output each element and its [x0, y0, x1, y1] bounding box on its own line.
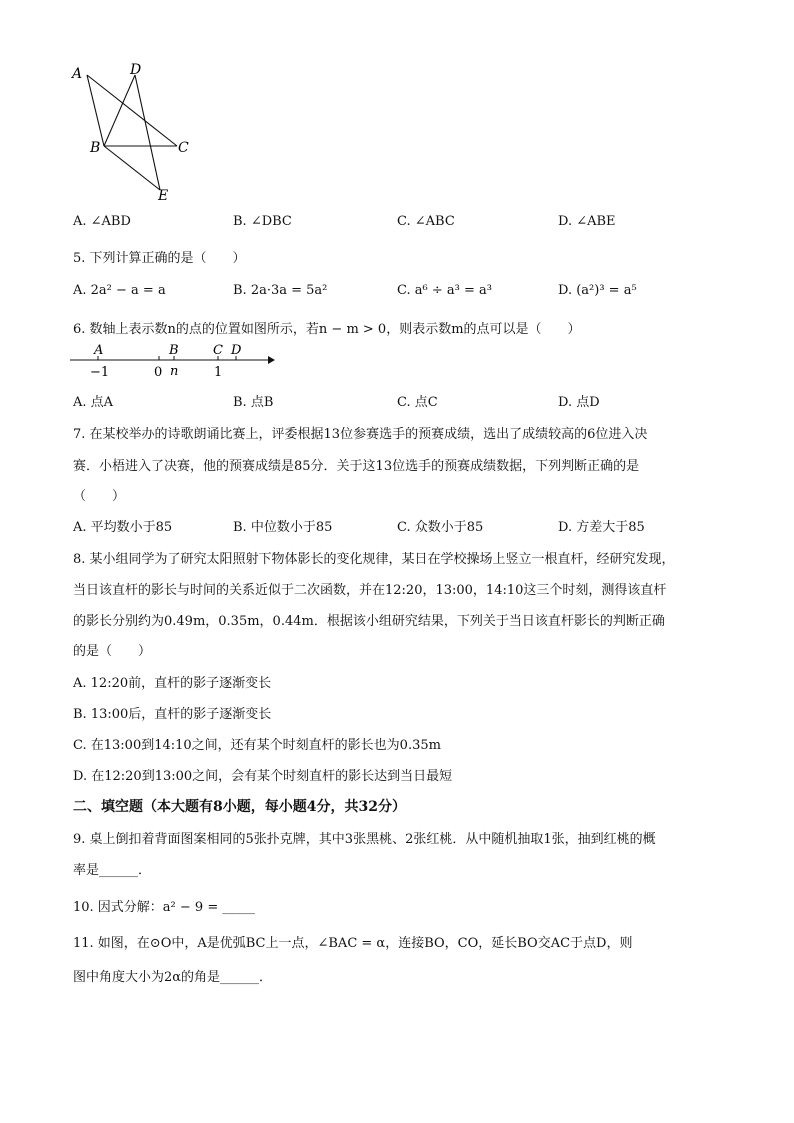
q11-line-1: 11. 如图，在⊙O中，A是优弧BC上一点，∠BAC = α，连接BO，CO，延长BO交AC于点D，则: [73, 936, 633, 951]
point-label-b: B: [169, 343, 179, 358]
q9-line-1: 9. 桌上倒扣着背面图案相同的5张扑克牌，其中3张黑桃、2张红桃．从中随机抽取1张，抽到红桃的概: [73, 832, 656, 847]
q8-option-c: C. 在13:00到14:10之间，还有某个时刻直杆的影长也为0.35m: [73, 738, 441, 753]
q8-line-1: 8. 某小组同学为了研究太阳照射下物体影长的变化规律，某日在学校操场上竖立一根直杆，经研究发现，: [73, 552, 675, 567]
q5-option-b: B. 2a·3a = 5a²: [233, 283, 328, 298]
segment-ac: [87, 75, 177, 146]
triangle-figure: [60, 58, 210, 203]
q4-option-d: D. ∠ABE: [558, 214, 616, 229]
q4-option-a: A. ∠ABD: [73, 214, 131, 229]
segment-bd: [104, 75, 135, 146]
q7-line-3: （ ）: [73, 489, 126, 504]
q7-option-a: A. 平均数小于85: [73, 520, 173, 535]
q6-option-a: A. 点A: [73, 395, 114, 410]
point-label-d: D: [231, 343, 242, 358]
q6-option-b: B. 点B: [233, 395, 274, 410]
q4-option-c: C. ∠ABC: [397, 214, 455, 229]
tick-label-one: 1: [214, 365, 223, 380]
q7-option-c: C. 众数小于85: [397, 520, 484, 535]
tick-label-minus-one: −1: [90, 365, 110, 380]
q11-line-2: 图中角度大小为2α的角是______．: [73, 970, 273, 985]
tick-label-n: n: [170, 364, 179, 379]
number-line-figure: [68, 340, 278, 380]
q5-option-d: D. (a²)³ = a⁵: [558, 283, 637, 298]
q8-line-2: 当日该直杆的影长与时间的关系近似于二次函数，并在12:20，13:00，14:10这三个时刻，测得该直杆: [73, 583, 667, 598]
q6-option-d: D. 点D: [558, 395, 600, 410]
q7-option-b: B. 中位数小于85: [233, 520, 333, 535]
point-label-c: C: [213, 343, 223, 358]
q10-line-1: 10. 因式分解：a² − 9 = _____: [73, 900, 255, 915]
segment-ab: [87, 75, 104, 146]
q8-line-4: 的是（ ）: [73, 644, 152, 659]
q5-option-a: A. 2a² − a = a: [73, 283, 166, 298]
tick-label-zero: 0: [154, 365, 163, 380]
label-a: A: [72, 66, 83, 82]
q7-line-2: 赛．小梧进入了决赛，他的预赛成绩是85分．关于这13位选手的预赛成绩数据，下列判断正确的是: [73, 459, 640, 474]
q7-option-d: D. 方差大于85: [558, 520, 645, 535]
q5-option-c: C. a⁶ ÷ a³ = a³: [397, 283, 492, 298]
q8-option-b: B. 13:00后，直杆的影子逐渐变长: [73, 707, 272, 722]
q6-stem: 6. 数轴上表示数n的点的位置如图所示，若n − m > 0，则表示数m的点可以是（ ）: [73, 322, 581, 337]
label-c: C: [178, 140, 189, 156]
q9-line-2: 率是______．: [73, 863, 152, 878]
q8-line-3: 的影长分别约为0.49m，0.35m，0.44m．根据该小组研究结果，下列关于当日该直杆影长的判断正确: [73, 614, 665, 629]
q6-option-c: C. 点C: [397, 395, 438, 410]
q4-option-b: B. ∠DBC: [233, 214, 292, 229]
q5-stem: 5. 下列计算正确的是（ ）: [73, 251, 246, 266]
q8-option-d: D. 在12:20到13:00之间，会有某个时刻直杆的影长达到当日最短: [73, 769, 453, 784]
q7-line-1: 7. 在某校举办的诗歌朗诵比赛上，评委根据13位参赛选手的预赛成绩，选出了成绩较高的6位进入决: [73, 427, 648, 442]
label-b: B: [90, 140, 101, 156]
section-2-heading: 二、填空题（本大题有8小题，每小题4分，共32分）: [73, 799, 406, 815]
axis-arrow-icon: [268, 356, 275, 364]
q8-option-a: A. 12:20前，直杆的影子逐渐变长: [73, 676, 272, 691]
point-label-a: A: [94, 343, 104, 358]
label-e: E: [158, 188, 169, 203]
label-d: D: [130, 62, 142, 78]
